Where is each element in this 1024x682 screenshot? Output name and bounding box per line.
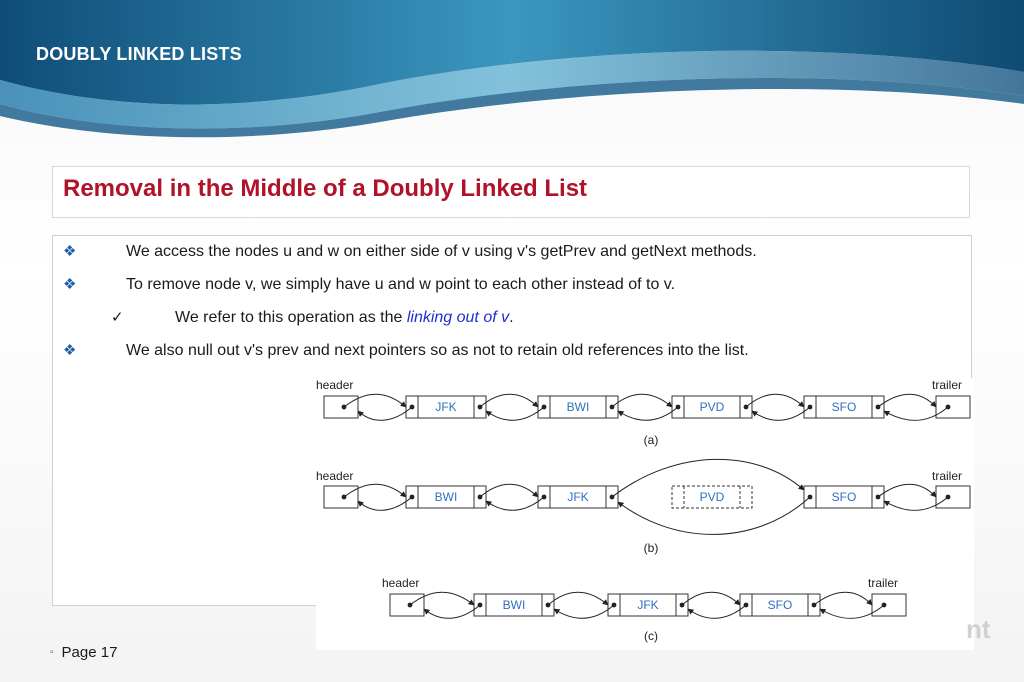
- header-label: header: [316, 378, 354, 392]
- pointer-dot: [610, 495, 615, 500]
- pointer-dot: [612, 603, 617, 608]
- node-bwi: [474, 594, 554, 616]
- linked-list-diagram: [316, 378, 974, 650]
- pointer-dot: [876, 405, 881, 410]
- header-sentinel: [324, 486, 358, 508]
- square-bullet-icon: ▫: [50, 647, 54, 658]
- node-label: SFO: [767, 598, 793, 612]
- diamond-bullet-icon: ❖: [63, 342, 77, 359]
- trailer-label: trailer: [932, 469, 963, 483]
- trailer-sentinel: [936, 486, 970, 508]
- sub-bullet-item: [53, 308, 971, 330]
- pointer-dot: [542, 495, 547, 500]
- node-pvd-removed: [672, 486, 752, 508]
- node-label: PVD: [699, 400, 725, 414]
- node-label: BWI: [434, 490, 458, 504]
- header-sentinel: [324, 396, 358, 418]
- node-label: JFK: [435, 400, 457, 414]
- linking-out-term: linking out of v: [406, 309, 510, 326]
- pointer-dot: [478, 495, 483, 500]
- header-label: header: [382, 576, 420, 590]
- bullet-item: [53, 341, 971, 363]
- watermark: nt: [966, 614, 991, 644]
- bullet-text: [175, 308, 514, 328]
- pointer-dot: [478, 603, 483, 608]
- node-jfk: [538, 486, 618, 508]
- trailer-sentinel: [936, 396, 970, 418]
- trailer-label: trailer: [868, 576, 899, 590]
- diamond-bullet-icon: ❖: [63, 276, 77, 293]
- pointer-dot: [410, 405, 415, 410]
- diamond-bullet-icon: ❖: [63, 243, 77, 260]
- header-sentinel: [390, 594, 424, 616]
- pointer-dot: [478, 405, 483, 410]
- pointer-dot: [744, 603, 749, 608]
- pointer-dot: [542, 405, 547, 410]
- bullet-text: To remove node v, we simply have u and w point to each other instead of to v.: [126, 276, 676, 293]
- node-bwi: [406, 486, 486, 508]
- page-number: Page 17: [61, 644, 118, 661]
- node-label: PVD: [699, 490, 725, 504]
- diagram-row-a: [316, 378, 970, 447]
- caption-a: (a): [643, 433, 659, 447]
- trailer-sentinel: [872, 594, 906, 616]
- footer: [50, 644, 117, 661]
- node-pvd: [672, 396, 752, 418]
- diagram-row-c: [382, 576, 906, 643]
- pointer-dot: [876, 495, 881, 500]
- header-label: header: [316, 469, 354, 483]
- trailer-label: trailer: [932, 378, 963, 392]
- bullet-text: We also null out v's prev and next pointers so as not to retain old references into the list.: [126, 342, 749, 359]
- node-label: JFK: [637, 598, 659, 612]
- node-sfo: [740, 594, 820, 616]
- pointer-dot: [546, 603, 551, 608]
- bullet-item: [53, 242, 971, 264]
- checkmark-icon: ✓: [111, 309, 124, 326]
- caption-c: (c): [644, 629, 658, 643]
- node-bwi: [538, 396, 618, 418]
- pointer-dot: [610, 405, 615, 410]
- bullet-text: We access the nodes u and w on either side of v using v's getPrev and getNext methods.: [126, 243, 757, 260]
- pointer-dot: [808, 405, 813, 410]
- bullet-text-prefix: We refer to this operation as the: [175, 309, 407, 326]
- caption-b: (b): [643, 541, 659, 555]
- node-label: BWI: [502, 598, 526, 612]
- node-label: SFO: [831, 490, 857, 504]
- node-jfk: [608, 594, 688, 616]
- diagram-row-b: [316, 459, 970, 555]
- title-box: [52, 166, 970, 218]
- header-banner: [0, 0, 1024, 150]
- pointer-dot: [676, 405, 681, 410]
- node-label: SFO: [831, 400, 857, 414]
- pointer-dot: [680, 603, 685, 608]
- pointer-dot: [744, 405, 749, 410]
- node-sfo: [804, 396, 884, 418]
- pointer-dot: [808, 495, 813, 500]
- bullet-text-suffix: .: [509, 309, 514, 326]
- pointer-dot: [410, 495, 415, 500]
- pointer-dot: [812, 603, 817, 608]
- node-label: BWI: [566, 400, 590, 414]
- slide-title: Removal in the Middle of a Doubly Linked List: [63, 175, 588, 202]
- bullet-item: [53, 275, 971, 297]
- node-jfk: [406, 396, 486, 418]
- section-header: DOUBLY LINKED LISTS: [36, 44, 242, 64]
- node-sfo: [804, 486, 884, 508]
- node-label: JFK: [567, 490, 589, 504]
